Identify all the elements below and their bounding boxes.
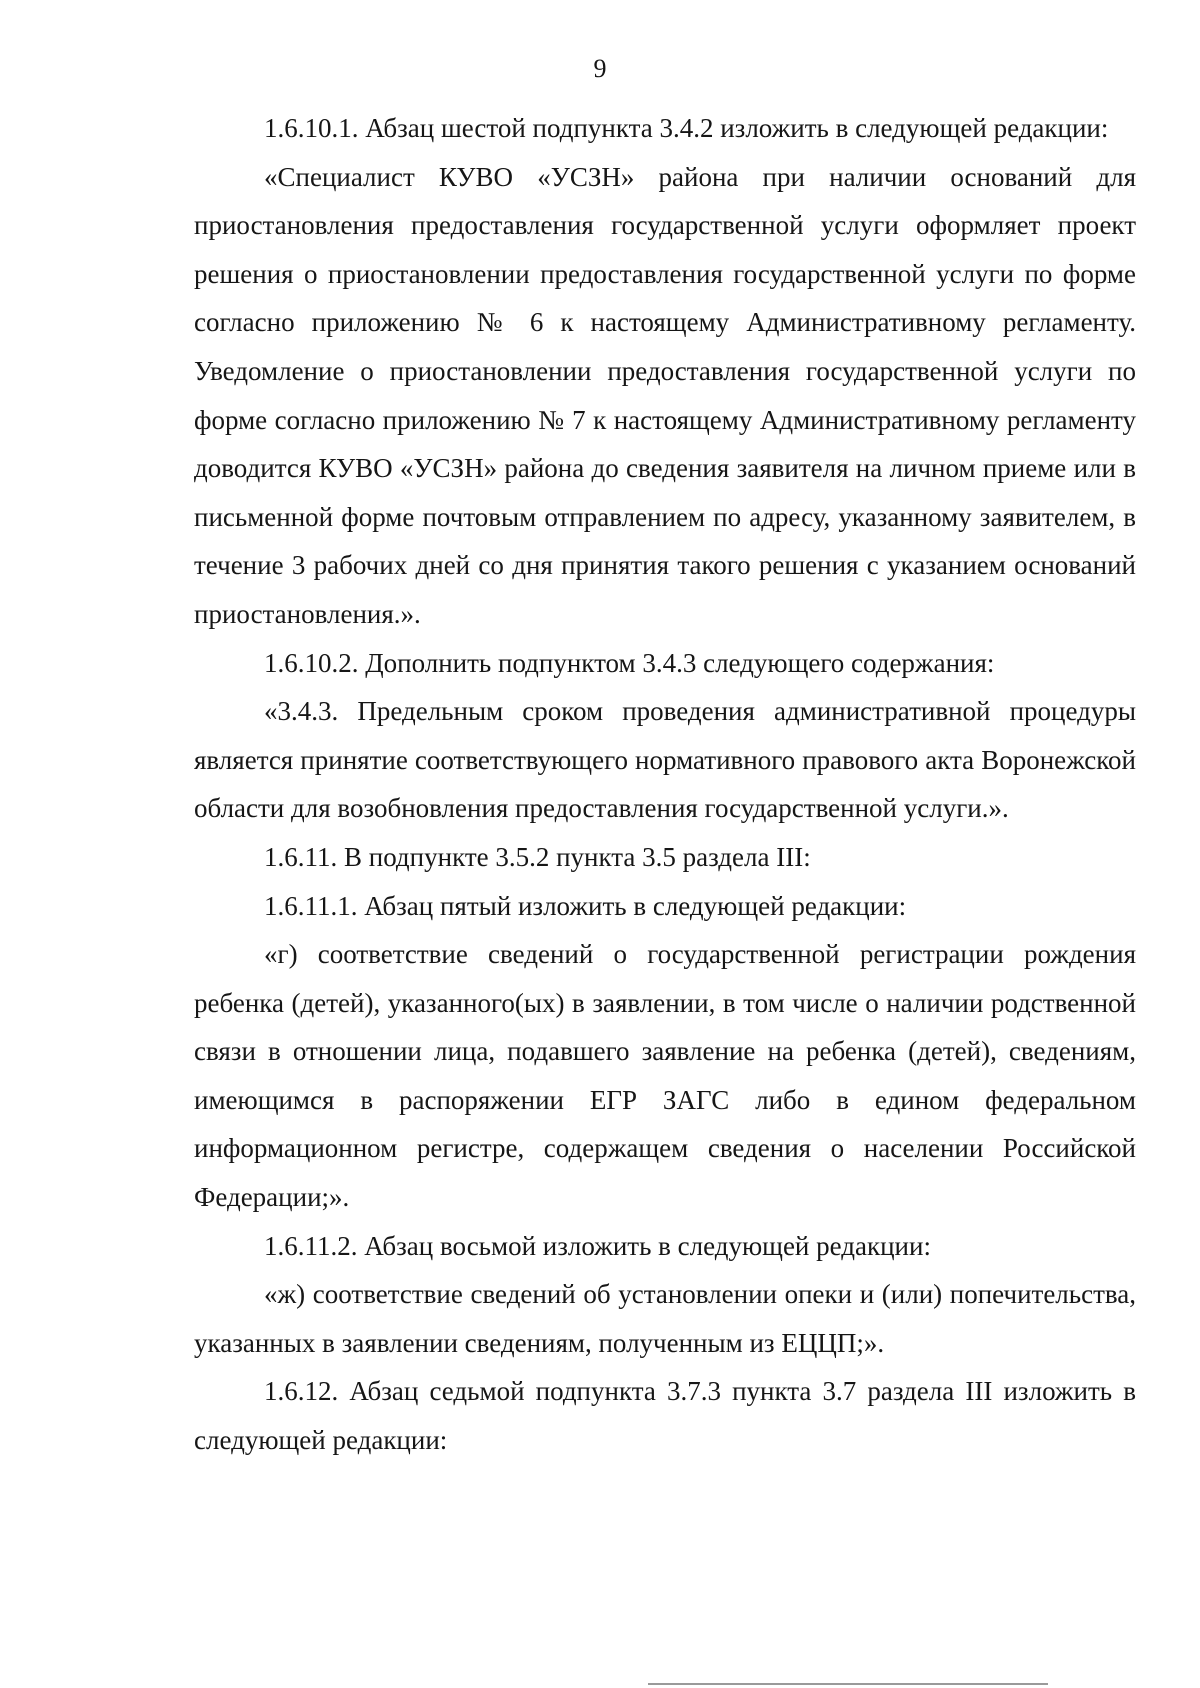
paragraph-quote-3-4-3: «3.4.3. Предельным сроком проведения административной процедуры является принятие соответствующего нормативного правового акта Воронежской области для возобновления предоставления государственной услуги.». xyxy=(194,696,1136,824)
paragraph-quote-zh: «ж) соответствие сведений об установлении опеки и (или) попечительства, указанных в заявлении сведениям, полученным из ЕЦЦП;». xyxy=(194,1279,1136,1358)
paragraph-1-6-10-2: 1.6.10.2. Дополнить подпунктом 3.4.3 следующего содержания: xyxy=(264,647,995,678)
bottom-scan-line xyxy=(648,1683,1048,1685)
paragraph-1-6-11: 1.6.11. В подпункте 3.5.2 пункта 3.5 раздела III: xyxy=(264,841,811,872)
page-number: 9 xyxy=(593,54,607,83)
paragraph-1-6-11-2: 1.6.11.2. Абзац восьмой изложить в следующей редакции: xyxy=(264,1230,931,1261)
paragraph-1-6-11-1: 1.6.11.1. Абзац пятый изложить в следующей редакции: xyxy=(264,890,907,921)
paragraph-quote-specialist: «Специалист КУВО «УСЗН» района при наличии оснований для приостановления предоставления государственной услуги оформляет проект решения о приостановлении предоставления государственной услуги по форме согласно приложению № 6 к настоящему Административному регламенту. Уведомление о приостановлении предоставления государственной услуги по форме согласно приложению № 7 к настоящему Административному регламенту доводится КУВО «УСЗН» района до сведения заявителя на личном приеме или в письменной форме почтовым отправлением по адресу, указанному заявителем, в течение 3 рабочих дней со дня принятия такого решения с указанием оснований приостановления.». xyxy=(194,161,1136,629)
paragraph-1-6-10-1: 1.6.10.1. Абзац шестой подпункта 3.4.2 изложить в следующей редакции: xyxy=(264,113,1109,143)
paragraph-1-6-12: 1.6.12. Абзац седьмой подпункта 3.7.3 пункта 3.7 раздела III изложить в следующей редакции: xyxy=(194,1376,1136,1456)
paragraph-quote-g: «г) соответствие сведений о государственной регистрации рождения ребенка (детей), указанного(ых) в заявлении, в том числе о наличии родственной связи в отношении лица, подавшего заявление на ребенка (детей), сведениям, имеющимся в распоряжении ЕГР ЗАГС либо в едином федеральном информационном регистре, содержащем сведения о населении Российской Федерации;». xyxy=(194,939,1136,1213)
document-body xyxy=(194,104,1136,1465)
